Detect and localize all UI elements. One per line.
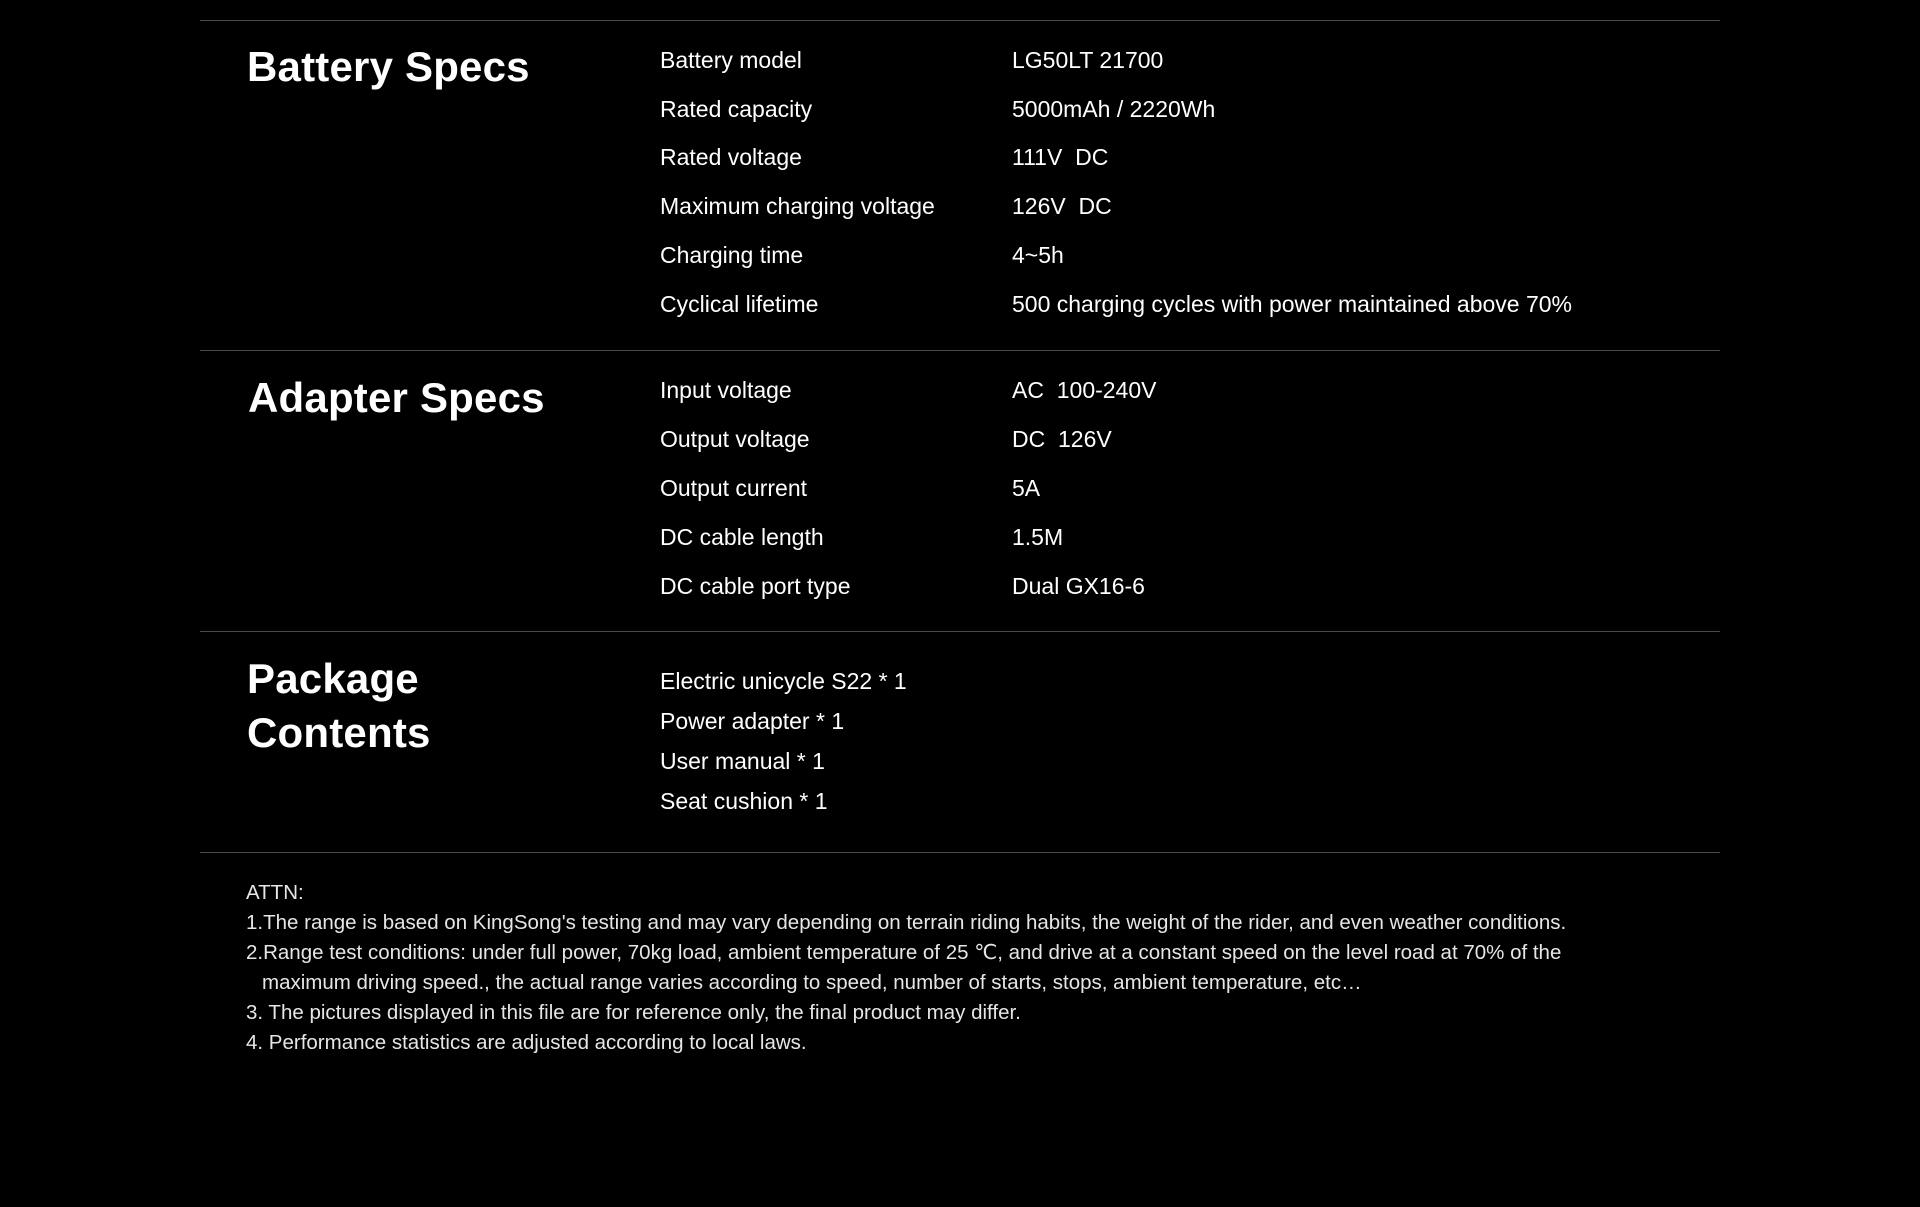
spec-value: LG50LT 21700: [1012, 47, 1164, 73]
spec-label: Rated capacity: [660, 96, 813, 122]
package-contents-title: Package Contents: [247, 655, 431, 756]
spec-value: 4~5h: [1012, 242, 1064, 268]
battery-row-charging-time: [660, 235, 1700, 275]
divider-top: [200, 20, 1720, 21]
note-line: 4. Performance statistics are adjusted according to local laws.: [246, 1031, 807, 1054]
spec-value: 111V DC: [1012, 144, 1109, 170]
package-item: Electric unicycle S22 * 1: [660, 668, 907, 694]
spec-value: 5000mAh / 2220Wh: [1012, 96, 1216, 122]
spec-label: Rated voltage: [660, 144, 802, 170]
spec-label: Charging time: [660, 242, 804, 268]
package-item: User manual * 1: [660, 748, 825, 774]
spec-value: 5A: [1012, 475, 1041, 501]
package-item: Power adapter * 1: [660, 708, 845, 734]
divider-battery-adapter: [200, 350, 1720, 351]
spec-label: Output voltage: [660, 426, 810, 452]
battery-row-cyclical-lifetime: [660, 284, 1700, 324]
adapter-row-dc-cable-length: [660, 517, 1700, 557]
package-item: Seat cushion * 1: [660, 788, 828, 814]
spec-value: 1.5M: [1012, 524, 1064, 550]
spec-label: Input voltage: [660, 377, 792, 403]
battery-specs-title: Battery Specs: [247, 43, 530, 90]
battery-row-capacity: [660, 89, 1700, 129]
spec-label: DC cable length: [660, 524, 824, 550]
divider-package-notes: [200, 852, 1720, 853]
adapter-specs-title: Adapter Specs: [248, 374, 545, 421]
adapter-row-input-voltage: [660, 370, 1700, 410]
spec-label: Output current: [660, 475, 808, 501]
adapter-row-output-current: [660, 468, 1700, 508]
note-line: maximum driving speed., the actual range varies according to speed, number of starts, stops, ambient temperature, etc…: [262, 971, 1362, 994]
spec-value: DC 126V: [1012, 426, 1112, 452]
battery-row-model: [660, 40, 1700, 80]
battery-row-max-charging-voltage: [660, 186, 1700, 226]
note-line: 2.Range test conditions: under full power, 70kg load, ambient temperature of 25 ℃, and drive at a constant speed on the level road at 70% of the: [246, 941, 1562, 964]
spec-label: Maximum charging voltage: [660, 193, 935, 219]
spec-label: Battery model: [660, 47, 802, 73]
spec-value: 126V DC: [1012, 193, 1112, 219]
divider-adapter-package: [200, 631, 1720, 632]
note-line: 1.The range is based on KingSong's testing and may vary depending on terrain riding habits, the weight of the rider, and even weather conditions.: [246, 911, 1567, 934]
adapter-row-dc-cable-port-type: [660, 566, 1700, 606]
note-line: 3. The pictures displayed in this file are for reference only, the final product may differ.: [246, 1001, 1021, 1024]
spec-label: Cyclical lifetime: [660, 291, 819, 317]
notes-heading: ATTN:: [246, 881, 304, 904]
spec-value: 500 charging cycles with power maintained above 70%: [1012, 291, 1572, 317]
adapter-row-output-voltage: [660, 419, 1700, 459]
battery-row-rated-voltage: [660, 137, 1700, 177]
spec-label: DC cable port type: [660, 573, 851, 599]
spec-value: Dual GX16-6: [1012, 573, 1145, 599]
spec-value: AC 100-240V: [1012, 377, 1157, 403]
